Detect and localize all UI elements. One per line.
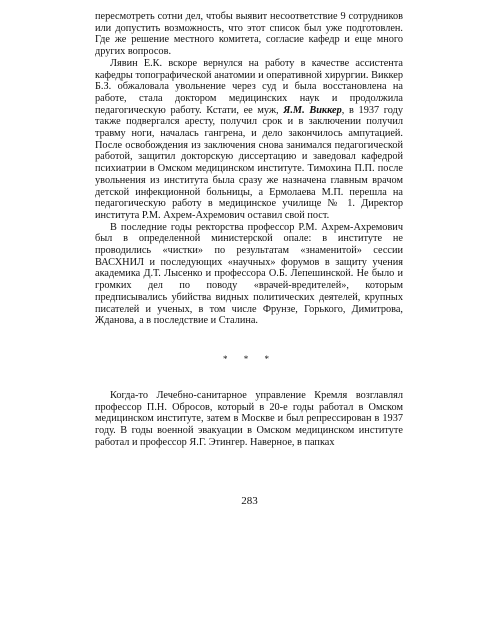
name-emphasis: Я.М. Виккер	[283, 104, 342, 116]
section-separator: * * *	[223, 354, 276, 364]
page-number: 283	[241, 495, 258, 507]
paragraph-lyavin-end: , в 1937 году также подвергался аресту, получил срок и в заключении получил травму ноги, началась гангрена, и дело закончилось ампутацией. После освобождения из заключения снова занимался педагогической работой, защитил докторскую диссертацию и заведовал кафедрой психиатрии в Омском медицинском институте. Тимохина П.П. после увольнения из института была сразу же назначена главным врачом детской инфекционной больницы, а Ермолаева М.П. перешла на педагогическую работу в медицинское училище № 1. Директор института Р.М. Ахрем-Ахремович оставил свой пост.	[95, 104, 404, 221]
text-block-upper	[95, 11, 403, 327]
paragraph-lyavin	[95, 58, 403, 222]
paragraph-lyavin-start: Лявин Е.К. вскоре вернулся на работу в качестве ассистента кафедры топографической анатомии и оперативной хирургии. Виккер Б.З. обжаловала увольнение через суд и была восстановлена на работе, стала доктором медицинских наук и продолжила педагогическую работу. Кстати, ее муж,	[95, 57, 403, 116]
paragraph-continuation: пересмотреть сотни дел, чтобы выявит несоответствие 9 сотрудников или допустить возможность, что этот список был уже подготовлен. Где же решение местного комитета, согласие кафедр и еще много других вопросов.	[95, 11, 403, 58]
text-block-lower	[95, 390, 403, 449]
paragraph-kremlin: Когда-то Лечебно-санитарное управление Кремля возглавлял профессор П.Н. Обросов, который в 20-е годы работал в Омском медицинском институте, затем в Москве и был репрессирован в 1937 году. В годы военной эвакуации в Омском медицинском институте работал и профессор Я.Г. Этингер. Наверное, в папках	[95, 390, 403, 448]
paragraph-rectorship: В последние годы ректорства профессор Р.М. Ахрем-Ахремович был в определенной министерской опале: в институте не проводились «чистки» по результатам «знаменитой» сессии ВАСХНИЛ и последующих «научных» форумов в защиту учения академика Д.Т. Лысенко и профессора О.Б. Лепешинской. Не было и громких дел по поводу «врачей-вредителей», которым предписывались убийства видных политических деятелей, крупных писателей и ученых, в том числе Фрунзе, Горького, Димитрова, Жданова, а в последствие и Сталина.	[95, 221, 403, 327]
